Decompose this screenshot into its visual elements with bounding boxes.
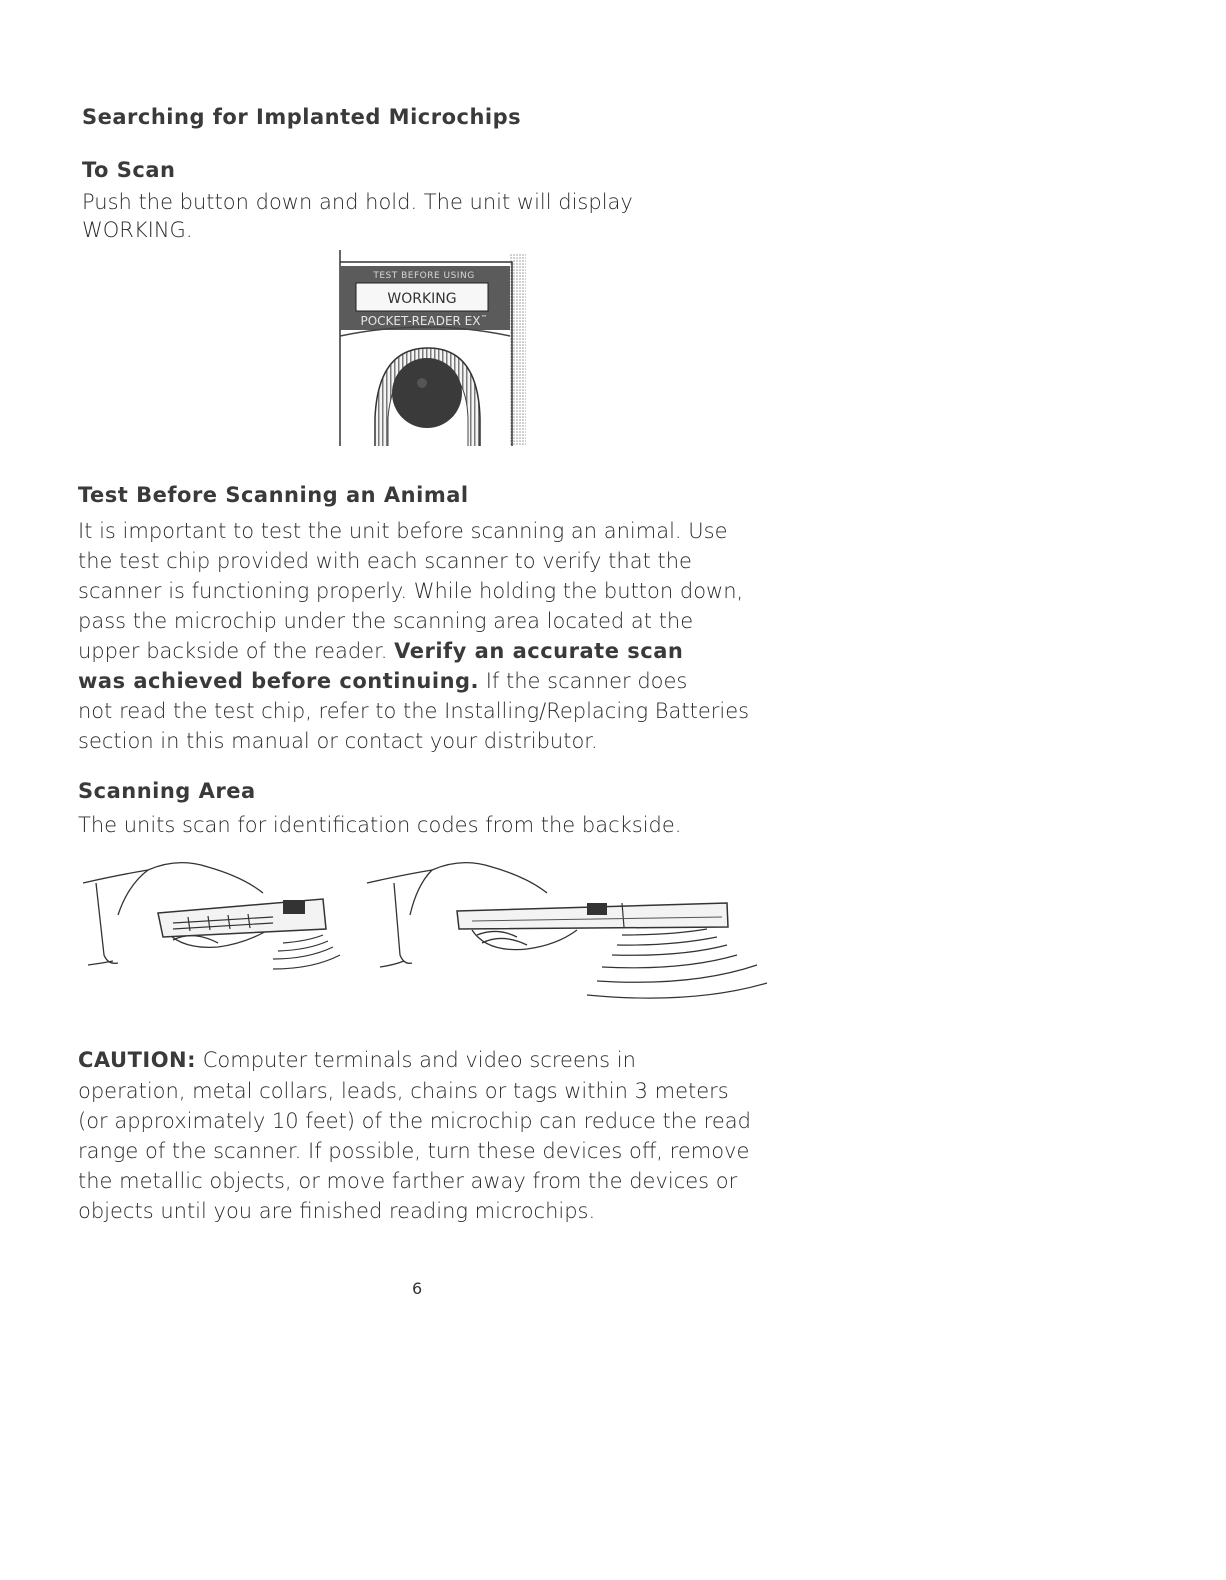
test-before-heading: Test Before Scanning an Animal [78, 483, 469, 507]
test-line-4: pass the microchip under the scanning area located at the [78, 609, 694, 633]
page-title: Searching for Implanted Microchips [82, 105, 522, 129]
test-line-6 [78, 666, 687, 696]
hand-scanner-illustration-left [78, 855, 358, 985]
device-top-label: TEST BEFORE USING [373, 271, 475, 281]
device-screen-text: WORKING [387, 291, 457, 307]
test-line-1: It is important to test the unit before scanning an animal. Use [78, 519, 728, 543]
caution-line-1-text: Computer terminals and video screens in [202, 1048, 636, 1072]
page-number: 6 [412, 1279, 423, 1298]
svg-text:POCKET-READER EX™ [361, 314, 488, 328]
achieved-emphasis: was achieved before continuing. [78, 669, 480, 693]
test-line-3: scanner is functioning properly. While holding the button down, [78, 579, 744, 603]
scanning-area-heading: Scanning Area [78, 779, 256, 803]
test-line-7: not read the test chip, refer to the Installing/Replacing Batteries [78, 699, 750, 723]
to-scan-line-1: Push the button down and hold. The unit will display [82, 190, 633, 214]
to-scan-line-2: WORKING. [82, 218, 193, 242]
test-line-5-text: upper backside of the reader. [78, 639, 388, 663]
to-scan-heading: To Scan [82, 158, 176, 182]
caution-line-3: (or approximately 10 feet) of the microchip can reduce the read [78, 1109, 751, 1133]
caution-line-5: the metallic objects, or move farther away from the devices or [78, 1169, 738, 1193]
trademark-symbol: ™ [480, 314, 488, 322]
scanner-device-illustration [330, 248, 535, 448]
test-line-2: the test chip provided with each scanner to verify that the [78, 549, 692, 573]
hand-scanner-illustration-right [362, 855, 770, 1015]
caution-label: CAUTION: [78, 1048, 197, 1072]
device-brand: POCKET-READER EX [360, 314, 481, 328]
caution-line-2: operation, metal collars, leads, chains or tags within 3 meters [78, 1079, 729, 1103]
caution-line-4: range of the scanner. If possible, turn these devices off, remove [78, 1139, 750, 1163]
verify-emphasis: Verify an accurate scan [394, 639, 684, 663]
caution-line-1 [78, 1045, 636, 1075]
test-line-8: section in this manual or contact your distributor. [78, 729, 598, 753]
test-line-6-text: If the scanner does [485, 669, 688, 693]
caution-line-6: objects until you are finished reading microchips. [78, 1199, 596, 1223]
scanning-area-text: The units scan for identification codes from the backside. [78, 813, 682, 837]
test-line-5 [78, 636, 683, 666]
scan-button [392, 358, 462, 428]
